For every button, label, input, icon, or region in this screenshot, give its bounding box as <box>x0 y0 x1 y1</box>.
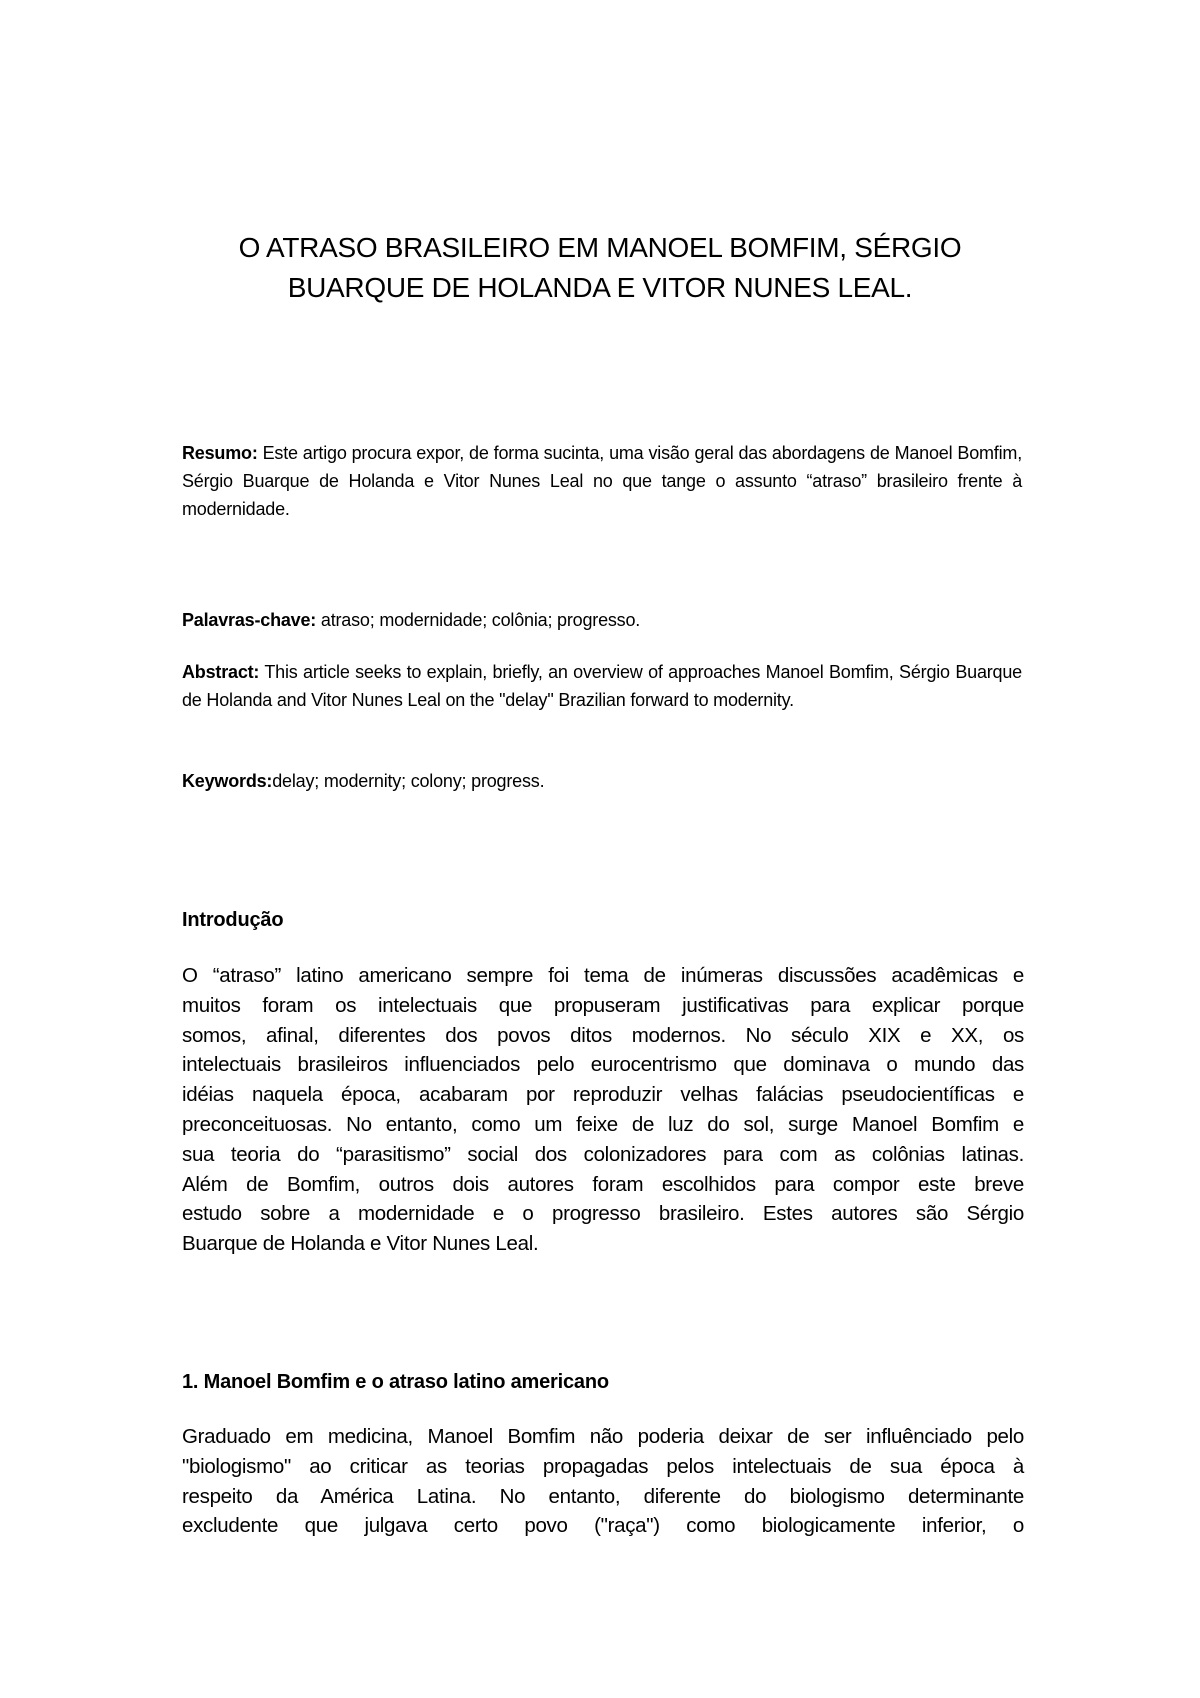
keywords-label: Keywords: <box>182 771 273 791</box>
introducao-line: Além de Bomfim, outros dois autores foram escolhidos para compor este breve <box>182 1172 1024 1196</box>
resumo-paragraph <box>182 439 1022 523</box>
palavras-chave-label: Palavras-chave: <box>182 610 317 630</box>
palavras-chave-text: atraso; modernidade; colônia; progresso. <box>316 610 641 630</box>
resumo-text: Este artigo procura expor, de forma sucinta, uma visão geral das abordagens de Manoel Bomfim, Sérgio Buarque de Holanda e Vitor Nunes Leal no que tange o assunto “atraso” brasileiro frente à modernidade. <box>182 443 1022 519</box>
keywords-paragraph <box>182 767 1022 795</box>
introducao-body <box>182 961 1024 1259</box>
section-1-line: Graduado em medicina, Manoel Bomfim não poderia deixar de ser influênciado pelo <box>182 1425 1024 1448</box>
introducao-line: O “atraso” latino americano sempre foi tema de inúmeras discussões acadêmicas e <box>182 964 1024 987</box>
keywords-text: delay; modernity; colony; progress. <box>272 771 545 791</box>
introducao-line: preconceituosas. No entanto, como um feixe de luz do sol, surge Manoel Bomfim e <box>182 1112 1024 1136</box>
introducao-line: sua teoria do “parasitismo” social dos colonizadores para com as colônias latinas. <box>182 1142 1024 1166</box>
abstract-paragraph <box>182 658 1022 714</box>
paper-title <box>180 228 1020 308</box>
abstract-label: Abstract: <box>182 662 260 682</box>
paper-title-line-1: O ATRASO BRASILEIRO EM MANOEL BOMFIM, SÉRGIO <box>238 232 962 263</box>
palavras-chave-paragraph <box>182 606 1022 634</box>
introducao-line: muitos foram os intelectuais que propuseram justificativas para explicar porque <box>182 993 1024 1017</box>
introducao-line: somos, afinal, diferentes dos povos ditos modernos. No século XIX e XX, os <box>182 1023 1024 1047</box>
introducao-line: estudo sobre a modernidade e o progresso brasileiro. Estes autores são Sérgio <box>182 1202 1024 1226</box>
section-1-body <box>182 1422 1024 1541</box>
section-1-line: excludente que julgava certo povo ("raça") como biologicamente inferior, o <box>182 1514 1024 1538</box>
introducao-heading: Introdução <box>182 909 284 931</box>
introducao-line: intelectuais brasileiros influenciados pelo eurocentrismo que dominava o mundo das <box>182 1053 1024 1077</box>
section-1-line: "biologismo" ao criticar as teorias propagadas pelos intelectuais de sua época à <box>182 1454 1024 1478</box>
introducao-line: Buarque de Holanda e Vitor Nunes Leal. <box>182 1232 539 1256</box>
section-1-line: respeito da América Latina. No entanto, diferente do biologismo determinante <box>182 1484 1024 1508</box>
paper-title-line-2: BUARQUE DE HOLANDA E VITOR NUNES LEAL. <box>287 272 913 303</box>
section-1-heading: 1. Manoel Bomfim e o atraso latino americano <box>182 1371 609 1393</box>
abstract-text: This article seeks to explain, briefly, an overview of approaches Manoel Bomfim, Sérgio Buarque de Holanda and Vitor Nunes Leal on the "delay" Brazilian forward to modernity. <box>182 662 1022 710</box>
introducao-line: idéias naquela época, acabaram por reproduzir velhas falácias pseudocientíficas e <box>182 1083 1024 1107</box>
resumo-label: Resumo: <box>182 443 258 463</box>
